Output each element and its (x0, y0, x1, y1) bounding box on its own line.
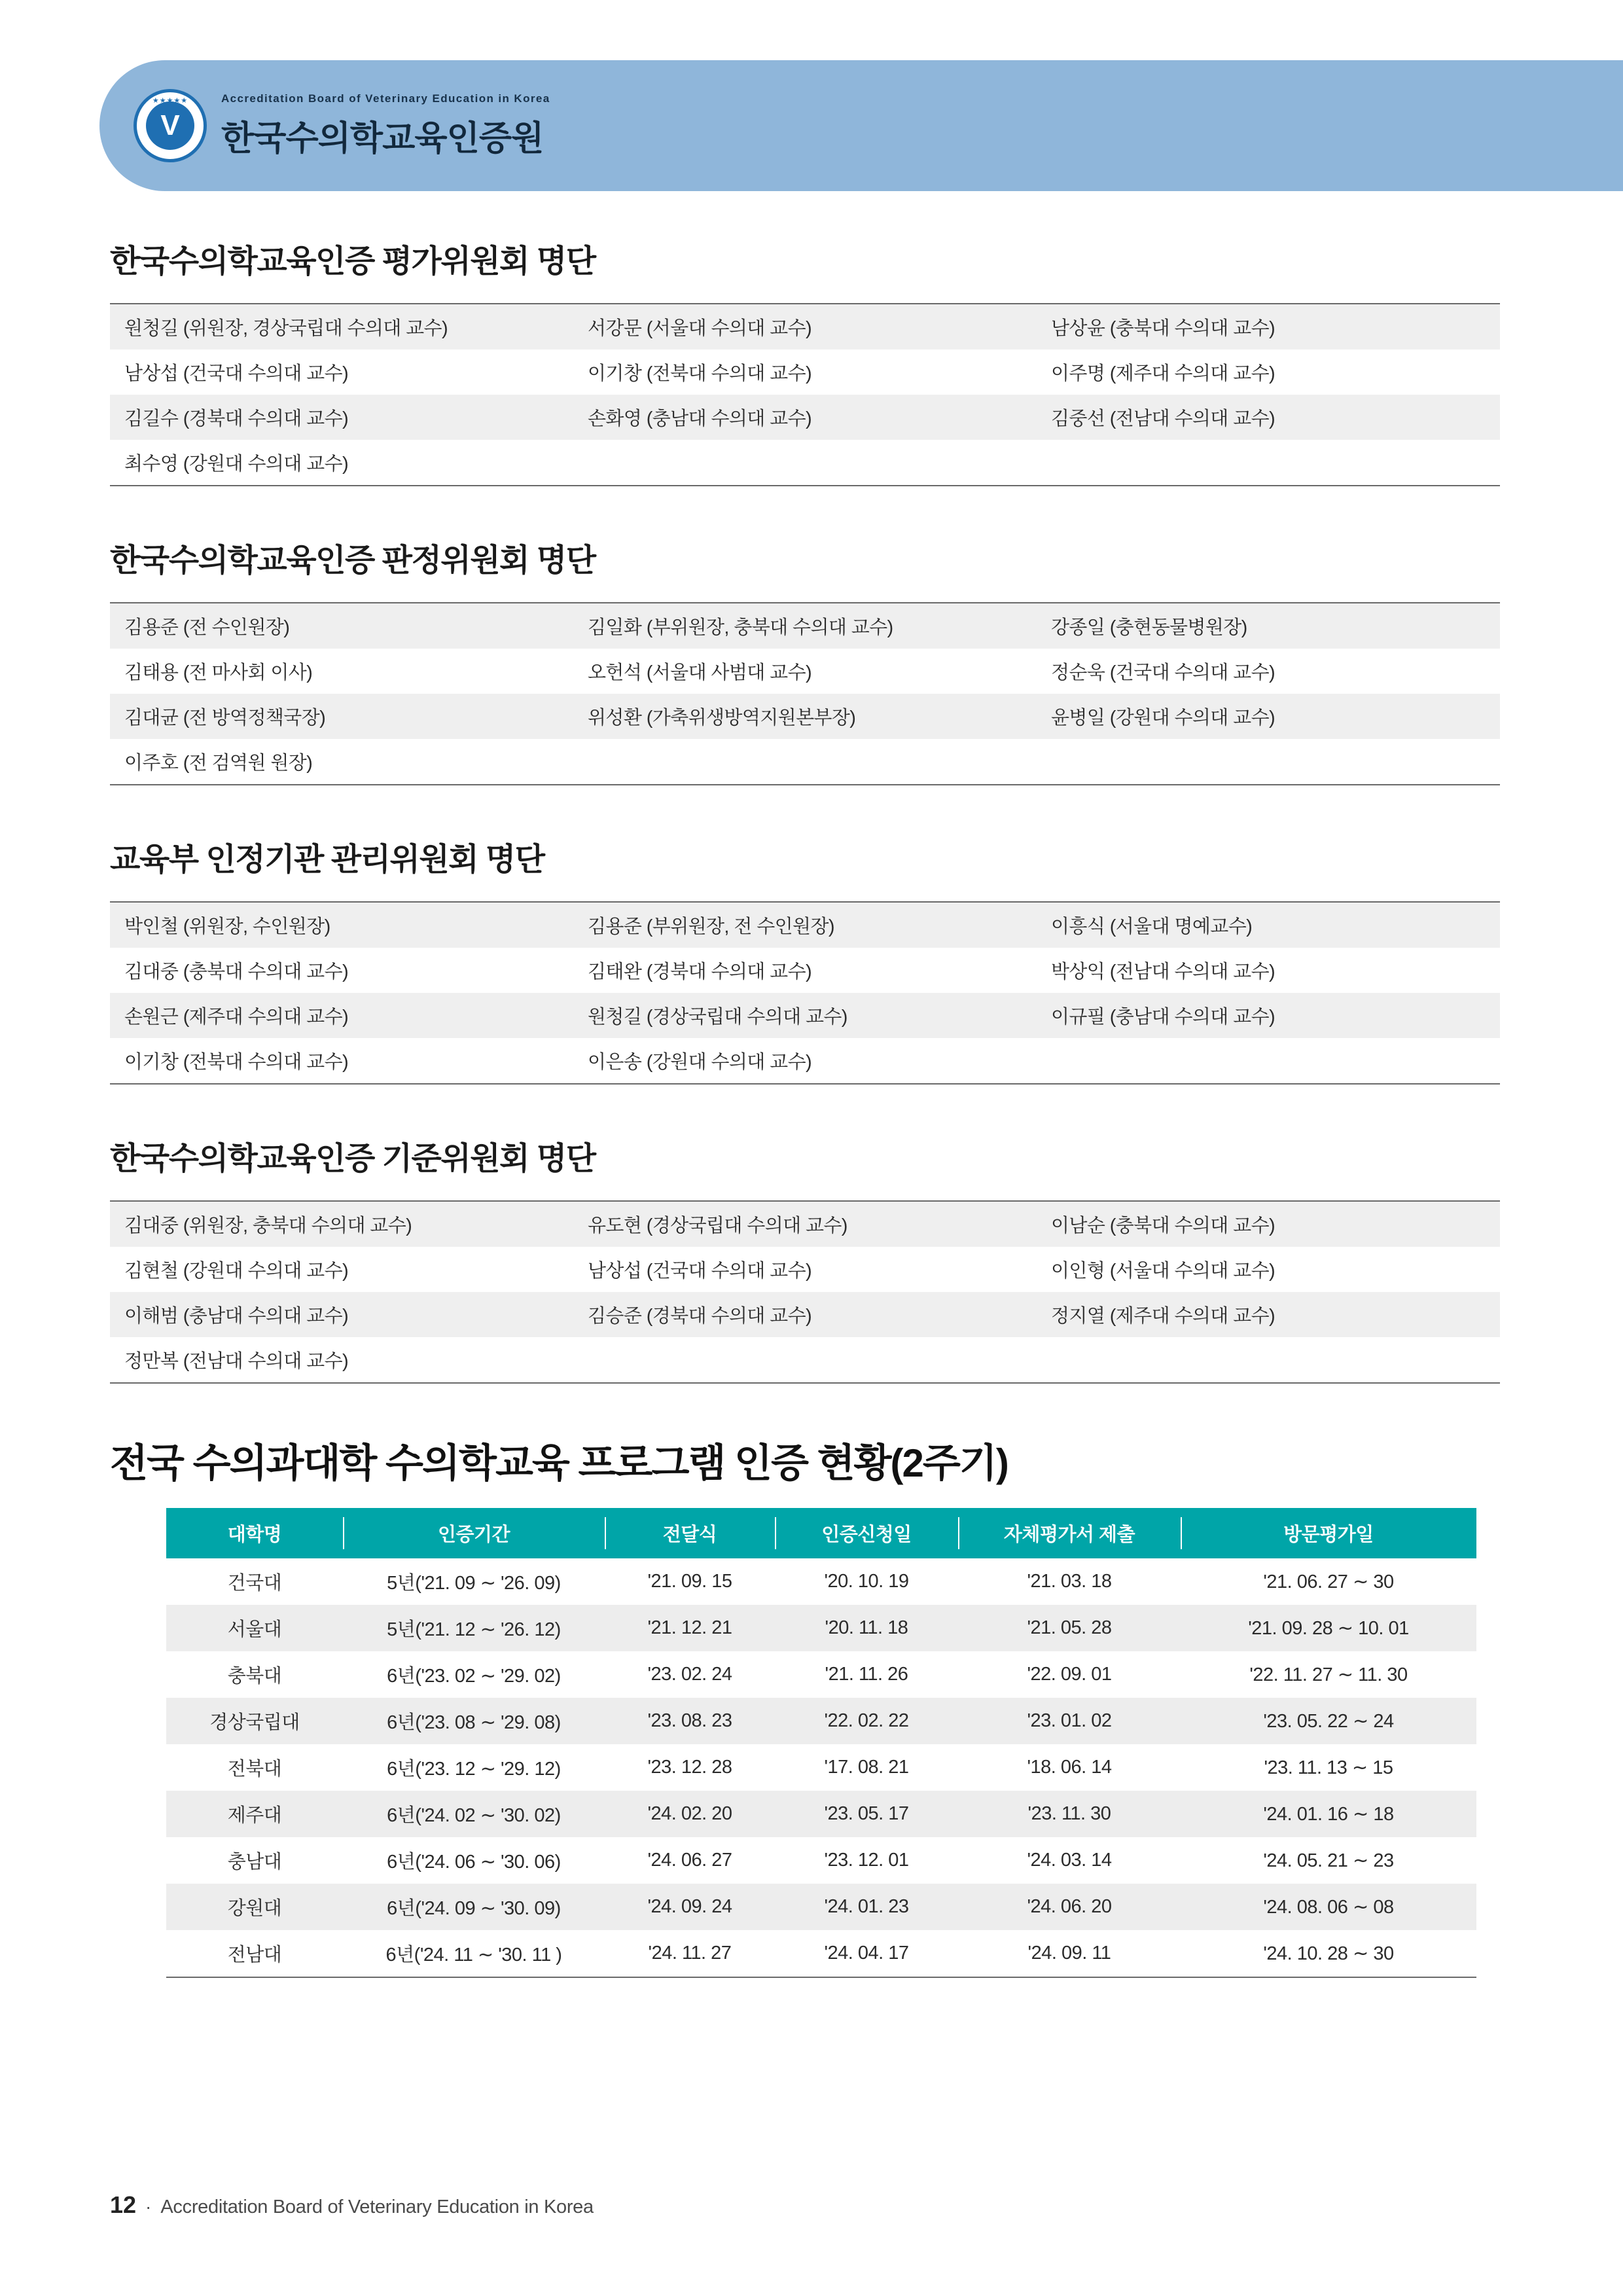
cell-visit-date: '24. 08. 06 ∼ 08 (1181, 1884, 1476, 1930)
cell-period: 6년('24. 09 ∼ '30. 09) (343, 1884, 605, 1930)
cell-university: 충북대 (166, 1651, 343, 1698)
table-row (110, 993, 1500, 1038)
member-cell: 김승준 (경북대 수의대 교수) (573, 1292, 1037, 1337)
member-cell: 김대중 (충북대 수의대 교수) (110, 948, 573, 993)
cell-ceremony: '24. 11. 27 (605, 1930, 775, 1977)
member-cell: 정지열 (제주대 수의대 교수) (1037, 1292, 1500, 1337)
member-cell: 이남순 (충북대 수의대 교수) (1037, 1201, 1500, 1247)
footer-text: Accreditation Board of Veterinary Education in Korea (160, 2197, 594, 2217)
accreditation-status-table (166, 1508, 1476, 1978)
table-row (110, 395, 1500, 440)
cell-self-report: '22. 09. 01 (958, 1651, 1181, 1698)
member-cell: 최수영 (강원대 수의대 교수) (110, 440, 573, 486)
cell-self-report: '23. 11. 30 (958, 1791, 1181, 1837)
table-row (110, 304, 1500, 350)
section-title: 한국수의학교육인증 판정위원회 명단 (110, 543, 596, 578)
table-row (166, 1605, 1476, 1651)
column-header-ceremony: 전달식 (605, 1508, 775, 1558)
column-header-self-report: 자체평가서 제출 (958, 1508, 1181, 1558)
cell-visit-date: '24. 10. 28 ∼ 30 (1181, 1930, 1476, 1977)
member-cell: 박인철 (위원장, 수인원장) (110, 902, 573, 948)
roster-table (110, 303, 1500, 486)
member-cell: 이주명 (제주대 수의대 교수) (1037, 350, 1500, 395)
shield-icon (134, 89, 207, 162)
organization-logo (134, 89, 550, 162)
cell-application-date: '23. 05. 17 (775, 1791, 958, 1837)
table-row (166, 1791, 1476, 1837)
cell-university: 충남대 (166, 1837, 343, 1884)
cell-period: 6년('23. 12 ∼ '29. 12) (343, 1744, 605, 1791)
cell-ceremony: '24. 06. 27 (605, 1837, 775, 1884)
cell-ceremony: '23. 08. 23 (605, 1698, 775, 1744)
cell-ceremony: '23. 12. 28 (605, 1744, 775, 1791)
cell-ceremony: '24. 09. 24 (605, 1884, 775, 1930)
cell-self-report: '18. 06. 14 (958, 1744, 1181, 1791)
cell-period: 5년('21. 09 ∼ '26. 09) (343, 1558, 605, 1605)
cell-university: 건국대 (166, 1558, 343, 1605)
column-header-university: 대학명 (166, 1508, 343, 1558)
section-accreditation-status (110, 1432, 1513, 1978)
cell-visit-date: '24. 01. 16 ∼ 18 (1181, 1791, 1476, 1837)
cell-application-date: '22. 02. 22 (775, 1698, 958, 1744)
page-header-band (99, 60, 1623, 191)
page-number: 12 (110, 2191, 137, 2218)
cell-self-report: '23. 01. 02 (958, 1698, 1181, 1744)
cell-visit-date: '21. 06. 27 ∼ 30 (1181, 1558, 1476, 1605)
member-cell: 이흥식 (서울대 명예교수) (1037, 902, 1500, 948)
cell-visit-date: '23. 05. 22 ∼ 24 (1181, 1698, 1476, 1744)
member-cell: 원청길 (위원장, 경상국립대 수의대 교수) (110, 304, 573, 350)
table-row (110, 694, 1500, 739)
table-row (110, 739, 1500, 785)
member-cell: 김중선 (전남대 수의대 교수) (1037, 395, 1500, 440)
member-cell (1037, 1337, 1500, 1383)
member-cell: 이인형 (서울대 수의대 교수) (1037, 1247, 1500, 1292)
cell-ceremony: '24. 02. 20 (605, 1791, 775, 1837)
member-cell: 정만복 (전남대 수의대 교수) (110, 1337, 573, 1383)
cell-period: 5년('21. 12 ∼ '26. 12) (343, 1605, 605, 1651)
logo-letter: V (146, 101, 194, 150)
table-row (110, 1337, 1500, 1383)
member-cell: 이기창 (전북대 수의대 교수) (573, 350, 1037, 395)
cell-ceremony: '21. 12. 21 (605, 1605, 775, 1651)
table-row (110, 649, 1500, 694)
column-header-visit-date: 방문평가일 (1181, 1508, 1476, 1558)
member-cell: 김태완 (경북대 수의대 교수) (573, 948, 1037, 993)
member-cell: 남상섭 (건국대 수의대 교수) (573, 1247, 1037, 1292)
member-cell: 김현철 (강원대 수의대 교수) (110, 1247, 573, 1292)
table-row (110, 440, 1500, 486)
logo-english-name: Accreditation Board of Veterinary Education in Korea (221, 92, 550, 105)
member-cell: 이기창 (전북대 수의대 교수) (110, 1038, 573, 1084)
roster-table (110, 1200, 1500, 1384)
member-cell: 남상윤 (충북대 수의대 교수) (1037, 304, 1500, 350)
footer-separator: · (145, 2197, 152, 2217)
member-cell (1037, 739, 1500, 785)
member-cell: 김일화 (부위원장, 충북대 수의대 교수) (573, 603, 1037, 649)
table-row (166, 1558, 1476, 1605)
table-row (110, 902, 1500, 948)
cell-university: 제주대 (166, 1791, 343, 1837)
cell-visit-date: '24. 05. 21 ∼ 23 (1181, 1837, 1476, 1884)
member-cell: 이해범 (충남대 수의대 교수) (110, 1292, 573, 1337)
table-row (166, 1651, 1476, 1698)
column-header-application-date: 인증신청일 (775, 1508, 958, 1558)
cell-period: 6년('24. 02 ∼ '30. 02) (343, 1791, 605, 1837)
table-row (166, 1744, 1476, 1791)
member-cell (573, 440, 1037, 486)
cell-application-date: '24. 04. 17 (775, 1930, 958, 1977)
cell-university: 강원대 (166, 1884, 343, 1930)
roster-table (110, 602, 1500, 785)
logo-korean-name: 한국수의학교육인증원 (221, 119, 544, 158)
cell-application-date: '23. 12. 01 (775, 1837, 958, 1884)
section-ministry-management-committee (110, 834, 1513, 1085)
cell-ceremony: '21. 09. 15 (605, 1558, 775, 1605)
member-cell: 서강문 (서울대 수의대 교수) (573, 304, 1037, 350)
cell-visit-date: '21. 09. 28 ∼ 10. 01 (1181, 1605, 1476, 1651)
cell-period: 6년('23. 08 ∼ '29. 08) (343, 1698, 605, 1744)
member-cell: 오헌석 (서울대 사범대 교수) (573, 649, 1037, 694)
page-footer (110, 2191, 594, 2219)
member-cell: 이은송 (강원대 수의대 교수) (573, 1038, 1037, 1084)
cell-university: 전남대 (166, 1930, 343, 1977)
section-title: 한국수의학교육인증 평가위원회 명단 (110, 244, 596, 279)
table-row (166, 1884, 1476, 1930)
member-cell: 김태용 (전 마사회 이사) (110, 649, 573, 694)
roster-table (110, 901, 1500, 1085)
member-cell: 이규필 (충남대 수의대 교수) (1037, 993, 1500, 1038)
member-cell: 손원근 (제주대 수의대 교수) (110, 993, 573, 1038)
member-cell: 김대균 (전 방역정책국장) (110, 694, 573, 739)
cell-university: 서울대 (166, 1605, 343, 1651)
cell-visit-date: '23. 11. 13 ∼ 15 (1181, 1744, 1476, 1791)
cell-period: 6년('23. 02 ∼ '29. 02) (343, 1651, 605, 1698)
cell-self-report: '24. 06. 20 (958, 1884, 1181, 1930)
cell-university: 전북대 (166, 1744, 343, 1791)
stars-icon: ★★★★★ (152, 97, 188, 105)
section-evaluation-committee (110, 236, 1513, 486)
page-title: 전국 수의과대학 수의학교육 프로그램 인증 현황(2주기) (110, 1441, 1008, 1485)
member-cell: 강종일 (충현동물병원장) (1037, 603, 1500, 649)
member-cell: 김용준 (부위원장, 전 수인원장) (573, 902, 1037, 948)
cell-application-date: '21. 11. 26 (775, 1651, 958, 1698)
member-cell (1037, 1038, 1500, 1084)
table-row (166, 1930, 1476, 1977)
cell-period: 6년('24. 11 ∼ '30. 11 ) (343, 1930, 605, 1977)
member-cell: 남상섭 (건국대 수의대 교수) (110, 350, 573, 395)
member-cell: 위성환 (가축위생방역지원본부장) (573, 694, 1037, 739)
cell-self-report: '24. 03. 14 (958, 1837, 1181, 1884)
table-row (166, 1698, 1476, 1744)
member-cell (573, 739, 1037, 785)
member-cell: 김길수 (경북대 수의대 교수) (110, 395, 573, 440)
table-row (110, 1247, 1500, 1292)
member-cell: 박상익 (전남대 수의대 교수) (1037, 948, 1500, 993)
section-judgment-committee (110, 535, 1513, 785)
member-cell: 김대중 (위원장, 충북대 수의대 교수) (110, 1201, 573, 1247)
member-cell: 정순욱 (건국대 수의대 교수) (1037, 649, 1500, 694)
table-header-row (166, 1508, 1476, 1558)
table-row (110, 603, 1500, 649)
member-cell: 손화영 (충남대 수의대 교수) (573, 395, 1037, 440)
cell-application-date: '24. 01. 23 (775, 1884, 958, 1930)
table-row (110, 948, 1500, 993)
cell-application-date: '20. 11. 18 (775, 1605, 958, 1651)
cell-self-report: '24. 09. 11 (958, 1930, 1181, 1977)
table-row (110, 350, 1500, 395)
section-title: 교육부 인정기관 관리위원회 명단 (110, 842, 544, 877)
member-cell: 원청길 (경상국립대 수의대 교수) (573, 993, 1037, 1038)
cell-self-report: '21. 03. 18 (958, 1558, 1181, 1605)
cell-visit-date: '22. 11. 27 ∼ 11. 30 (1181, 1651, 1476, 1698)
member-cell (573, 1337, 1037, 1383)
cell-self-report: '21. 05. 28 (958, 1605, 1181, 1651)
table-row (110, 1292, 1500, 1337)
column-header-period: 인증기간 (343, 1508, 605, 1558)
table-row (110, 1201, 1500, 1247)
cell-application-date: '20. 10. 19 (775, 1558, 958, 1605)
member-cell: 유도현 (경상국립대 수의대 교수) (573, 1201, 1037, 1247)
table-row (110, 1038, 1500, 1084)
cell-application-date: '17. 08. 21 (775, 1744, 958, 1791)
section-title: 한국수의학교육인증 기준위원회 명단 (110, 1141, 596, 1176)
member-cell: 김용준 (전 수인원장) (110, 603, 573, 649)
member-cell: 이주호 (전 검역원 원장) (110, 739, 573, 785)
cell-university: 경상국립대 (166, 1698, 343, 1744)
cell-ceremony: '23. 02. 24 (605, 1651, 775, 1698)
table-row (166, 1837, 1476, 1884)
member-cell: 윤병일 (강원대 수의대 교수) (1037, 694, 1500, 739)
cell-period: 6년('24. 06 ∼ '30. 06) (343, 1837, 605, 1884)
section-standards-committee (110, 1133, 1513, 1384)
page-content (110, 236, 1513, 2026)
member-cell (1037, 440, 1500, 486)
